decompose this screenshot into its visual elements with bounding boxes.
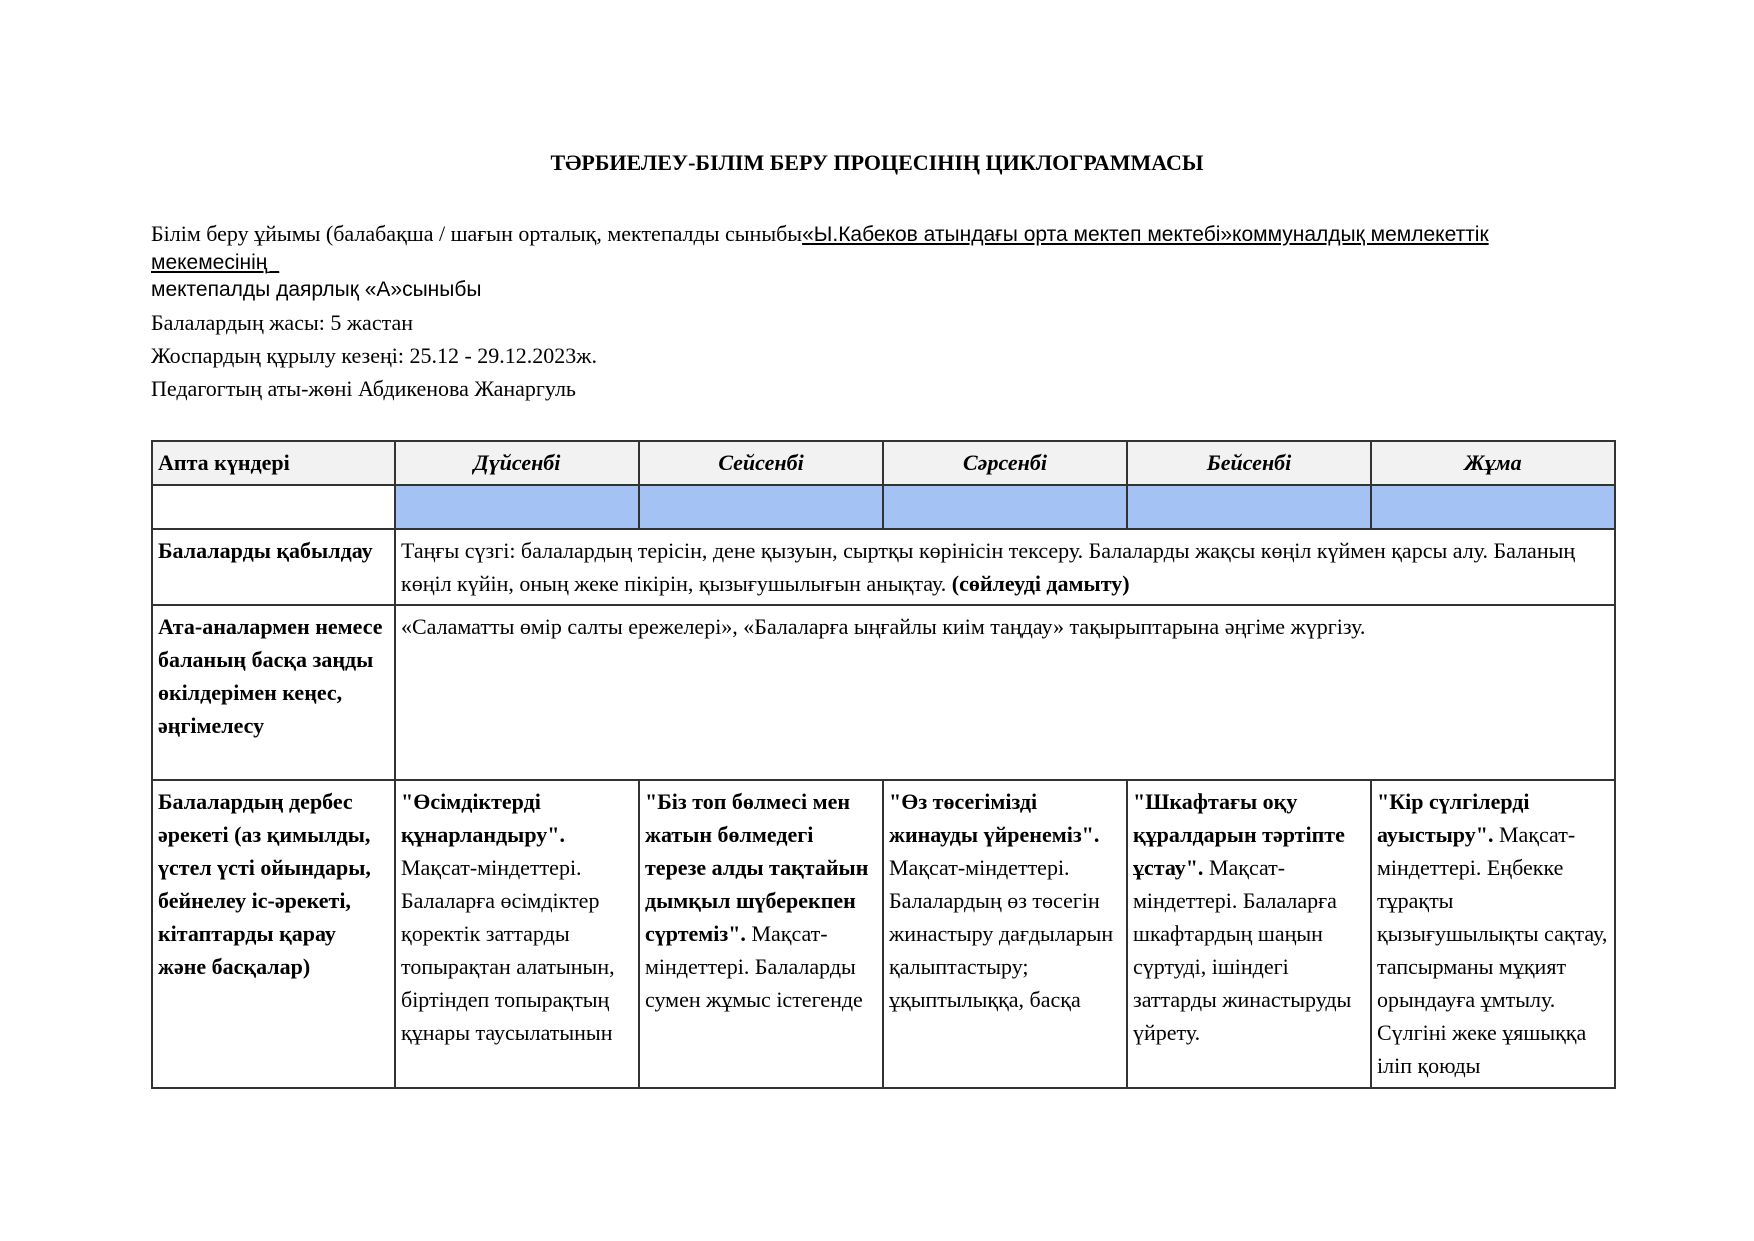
- activity-title: "Өз төсегімізді жинауды үйренеміз".: [889, 789, 1100, 847]
- activity-cell-tuesday: [639, 780, 883, 1088]
- receive-label: Балаларды қабылдау: [152, 529, 395, 605]
- activity-cell-monday: [395, 780, 639, 1088]
- class-name: мектепалды даярлық «А»сыныбы: [151, 278, 482, 301]
- receive-text: Таңғы сүзгі: балалардың терісін, дене қызуын, сыртқы көрінісін тексеру. Балаларды жақсы көңіл күймен қарсы алу. Баланың көңіл күйін, оның жеке пікірін, қызығушылығын анықтау.: [401, 538, 1576, 596]
- plan-period: Жоспардың құрылу кезеңі: 25.12 - 29.12.2023ж.: [151, 343, 598, 368]
- activity-cell-friday: [1371, 780, 1615, 1088]
- date-cell-wednesday: [883, 485, 1127, 529]
- header-friday: Жұма: [1371, 441, 1615, 485]
- page-title: ТӘРБИЕЛЕУ-БІЛІМ БЕРУ ПРОЦЕСІНІҢ ЦИКЛОГРАММАСЫ: [550, 150, 1204, 175]
- cyclogram-table: [151, 440, 1616, 1089]
- activity-cell-wednesday: [883, 780, 1127, 1088]
- date-cell-friday: [1371, 485, 1615, 529]
- table-row: [152, 780, 1615, 1088]
- header-tuesday: Сейсенбі: [639, 441, 883, 485]
- receive-cell: [395, 529, 1615, 605]
- organization-line: [151, 220, 1601, 276]
- date-cell-monday: [395, 485, 639, 529]
- date-cell-thursday: [1127, 485, 1371, 529]
- parents-text: «Саламатты өмір салты ережелері», «Балаларға ыңғайлы киім таңдау» тақырыптарына әңгіме жүргізу.: [395, 605, 1615, 780]
- table-row: [152, 605, 1615, 780]
- header-monday: Дүйсенбі: [395, 441, 639, 485]
- activity-title: "Өсімдіктерді құнарландыру".: [401, 789, 566, 847]
- activity-cell-thursday: [1127, 780, 1371, 1088]
- header-wednesday: Сәрсенбі: [883, 441, 1127, 485]
- activity-text: Мақсат-міндеттері. Балаларға шкафтардың шаңын сүртуді, ішіндегі заттарды жинастыруды үйрету.: [1133, 855, 1352, 1045]
- children-age: Балалардың жасы: 5 жастан: [151, 310, 414, 335]
- activity-title: "Кір сүлгілерді ауыстыру".: [1377, 789, 1530, 847]
- date-row: [152, 485, 1615, 529]
- table-header-row: [152, 441, 1615, 485]
- parents-label: Ата-аналармен немесе баланың басқа заңды өкілдерімен кеңес, әңгімелесу: [152, 605, 395, 780]
- date-row-label: [152, 485, 395, 529]
- header-thursday: Бейсенбі: [1127, 441, 1371, 485]
- table-row: [152, 529, 1615, 605]
- activity-title: "Шкафтағы оқу құралдарын тәртіпте ұстау".: [1133, 789, 1345, 880]
- activity-text: Мақсат-міндеттері. Еңбекке тұрақты қызығушылықты сақтау, тапсырманы мұқият орындауға ұмтылу. Сүлгіні жеке ұяшыққа іліп қоюды: [1377, 822, 1608, 1078]
- teacher-name: Педагогтың аты-жөні Абдикенова Жанаргуль: [151, 376, 576, 401]
- activity-text: Мақсат-міндеттері. Балалардың өз төсегін жинастыру дағдыларын қалыптастыру; ұқыптылыққа, басқа: [889, 855, 1114, 1012]
- organization-prefix: Білім беру ұйымы (балабақша / шағын орталық, мектепалды сыныбы: [151, 221, 803, 246]
- activity-text: Мақсат-міндеттері. Балаларға өсімдіктер қоректік заттарды топырақтан алатынын, біртіндеп топырақтың құнары таусылатынын: [401, 855, 615, 1045]
- organization-name: «Ы.Кабеков атындағы орта мектеп мектебі»коммуналдық мемлекеттік мекемесінің_: [151, 223, 1489, 274]
- receive-tag: (сөйлеуді дамыту): [951, 571, 1130, 596]
- header-weekdays: Апта күндері: [152, 441, 395, 485]
- activity-label: Балалардың дербес әрекеті (аз қимылды, үстел үсті ойындары, бейнелеу іс-әрекеті, кітаптарды қарау және басқалар): [152, 780, 395, 1088]
- activity-text: Мақсат-міндеттері. Балаларды сумен жұмыс істегенде: [645, 921, 863, 1012]
- activity-title: "Біз топ бөлмесі мен жатын бөлмедегі терезе алды тақтайын дымқыл шүберекпен сүртеміз".: [645, 789, 869, 946]
- date-cell-tuesday: [639, 485, 883, 529]
